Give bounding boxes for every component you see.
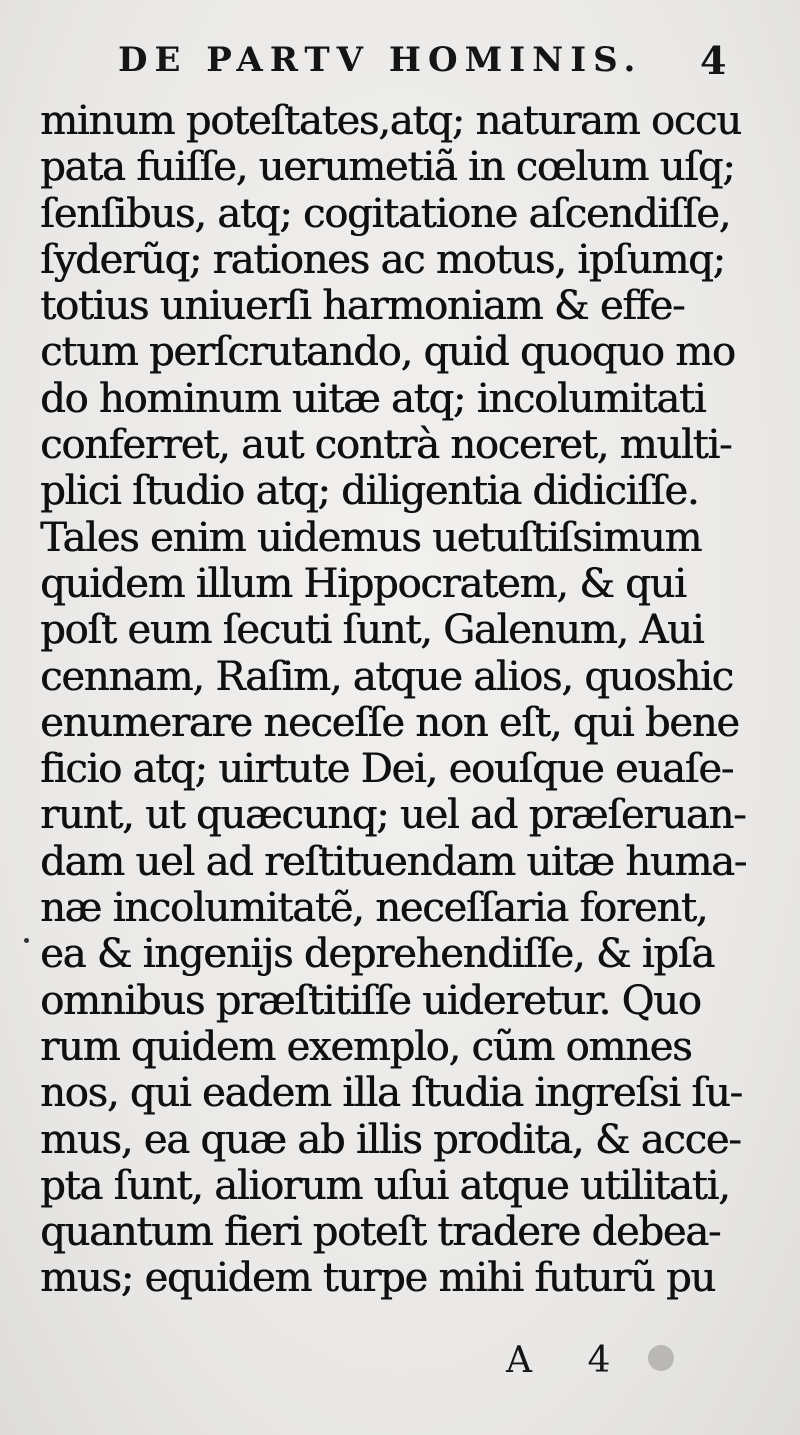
- page-number: 4: [700, 38, 727, 83]
- text-line: enumerare neceſſe non eſt, qui bene: [40, 699, 739, 746]
- text-line: ctum perſcrutando, quid quoquo mo: [40, 329, 735, 376]
- text-line: conferret, aut contrà noceret, multi-: [40, 422, 732, 469]
- text-line: ſenſibus, atq; cogitatione aſcendiſſe,: [40, 190, 731, 237]
- text-line: runt, ut quæcunq; uel ad præſeruan-: [40, 792, 746, 839]
- signature-mark: A 4: [506, 1340, 633, 1381]
- text-line: nos, qui eadem illa ſtudia ingreſsi ſu-: [40, 1070, 742, 1117]
- text-line: cennam, Raſim, atque alios, quoshic: [40, 653, 733, 700]
- text-line: pata fuiſſe, uerumetiã in cœlum uſq;: [40, 144, 735, 191]
- text-line: quantum fieri poteſt tradere debea-: [40, 1209, 721, 1256]
- text-line: totius uniuerſi harmoniam & effe-: [40, 283, 685, 330]
- text-line: mus; equidem turpe mihi futurũ pu: [40, 1255, 715, 1302]
- body-text: [40, 98, 750, 1302]
- text-line: ea & ingenijs deprehendiſſe, & ipſa: [40, 931, 714, 978]
- text-line: quidem illum Hippocratem, & qui: [40, 560, 686, 607]
- margin-ink-dot: [24, 938, 29, 943]
- text-line: minum poteſtates,atq; naturam occu: [40, 98, 741, 144]
- text-line: do hominum uitæ atq; incolumitati: [40, 375, 706, 422]
- text-line: Tales enim uidemus uetuſtiſsimum: [40, 514, 702, 561]
- running-title: DE PARTV HOMINIS.: [118, 40, 643, 80]
- text-line: ficio atq; uirtute Dei, eouſque euaſe-: [40, 746, 733, 793]
- text-line: omnibus præſtitiſſe uideretur. Quo: [40, 977, 701, 1024]
- text-line: dam uel ad reſtituendam uitæ huma-: [40, 838, 746, 885]
- text-line: rum quidem exemplo, cũm omnes: [40, 1023, 692, 1070]
- text-line: næ incolumitatẽ, neceſſaria forent,: [40, 885, 708, 932]
- ink-spot: [648, 1345, 674, 1371]
- running-head: [0, 40, 800, 90]
- text-line: mus, ea quæ ab illis prodita, & acce-: [40, 1116, 741, 1163]
- text-line: ſyderũq; rationes ac motus, ipſumq;: [40, 236, 725, 283]
- signature-row: [0, 1340, 800, 1388]
- text-line: pta ſunt, aliorum uſui atque utilitati,: [40, 1162, 730, 1209]
- text-line: plici ſtudio atq; diligentia didiciſſe.: [40, 468, 699, 515]
- text-line: poſt eum ſecuti ſunt, Galenum, Aui: [40, 607, 704, 654]
